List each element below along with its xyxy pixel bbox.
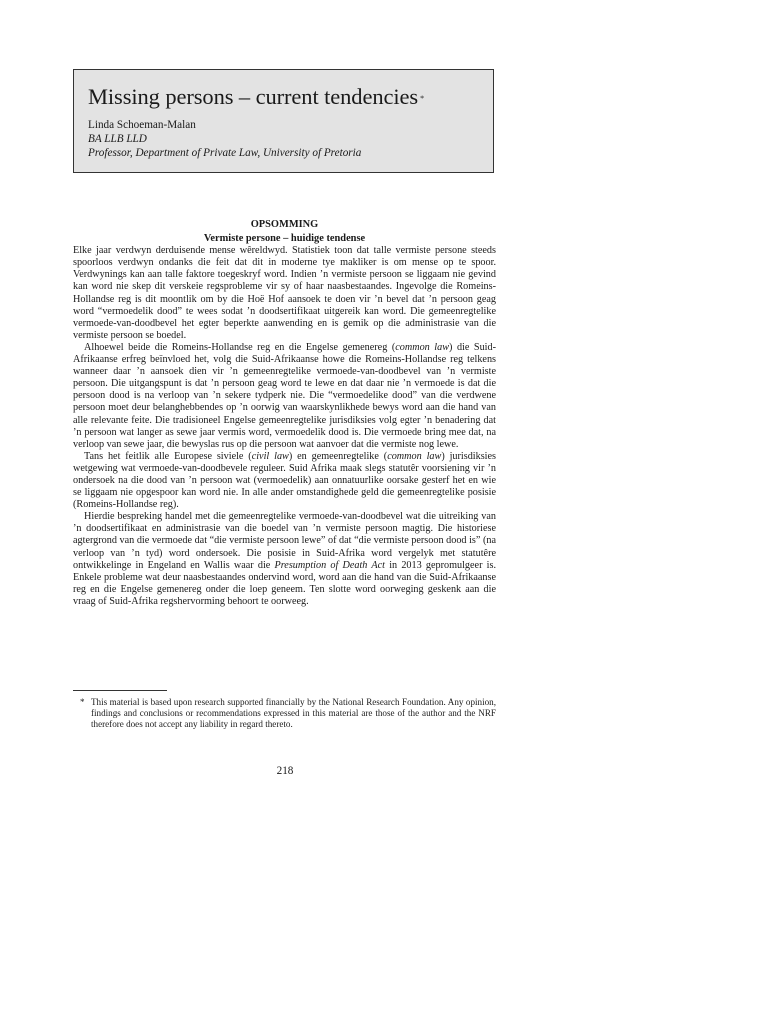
footnote-mark: * <box>80 697 85 707</box>
footnote-divider <box>73 690 167 691</box>
page-number: 218 <box>276 765 294 777</box>
italic-term: common law <box>395 341 450 353</box>
article-title <box>88 83 479 110</box>
title-footnote-mark[interactable]: * <box>420 94 424 103</box>
summary-paragraph <box>73 245 496 342</box>
footnote-text: This material is based upon research supported financially by the National Research Foundation. Any opinion, findings and conclusions or recommendations expressed in this material are those of the author and the NRF therefore does not accept any liability in regard thereto. <box>91 697 496 730</box>
paragraph-text: Elke jaar verdwyn derduisende mense wêreldwyd. Statistiek toon dat talle vermiste persone steeds spoorloos verdwyn ondanks die feit dat dit in moderne tye makliker is om mense op te spoor. Verdwynings kan aan talle faktore toegeskryf word. Indien ’n vermiste persoon se liggaam nie gevind kan word nie skep dit verskeie regsprobleme vir sy of haar naasbestaandes. Ingevolge die Romeins-Hollandse reg is dit moontlik om by die Hoë Hof aansoek te doen vir ’n bevel dat ’n persoon geag word “vermoedelik dood” te wees sodat ’n doodsertifikaat uitgereik kan word. Die gemeenregtelike vermoede-van-doodbevel het egter beperkte aanwending en is gemik op die administrasie van die vermiste persoon se boedel. <box>73 245 496 341</box>
paragraph-text: ) en gemeenregtelike ( <box>288 450 388 462</box>
summary-heading: OPSOMMING <box>250 219 319 230</box>
summary-subheading: Vermiste persone – huidige tendense <box>203 233 366 245</box>
author-degrees: BA LLB LLD <box>88 133 147 145</box>
article-title-text: Missing persons – current tendencies <box>88 84 419 109</box>
article-header-box <box>73 69 494 173</box>
summary-paragraph <box>73 511 496 608</box>
summary-paragraph <box>73 342 496 451</box>
paragraph-text: ) die Suid-Afrikaanse erfreg beïnvloed het, volg die Suid-Afrikaanse howe die Romeins-Hollandse reg telkens wanneer daar ’n aansoek dien vir ’n gemeenregtelike vermoede-van-doodbevel van ’n vermiste persoon. Die uitgangspunt is dat ’n persoon geag word te lewe en dat daar nie ’n vermoede is dat die persoon dood is na verloop van ’n sekere tydperk nie. Die “vermoedelike dood” van die verdwene persoon moet deur belanghebbendes op ’n oorwig van waarskynlikhede bewys word aan die hand van alle relevante feite. Die tradisioneel Engelse gemeenregtelike jurisdiksies volg egter ’n benadering dat ’n persoon wat langer as sewe jaar vermis word, vermoedelik dood is. Die vermoede bring mee dat, na verloop van sewe jaar, die bewyslas rus op die persoon wat aanvoer dat die vermiste nog lewe. <box>73 341 496 450</box>
italic-term: civil law <box>251 450 289 462</box>
summary-section <box>73 219 496 608</box>
paragraph-text: Tans het feitlik alle Europese siviele ( <box>84 450 252 462</box>
summary-paragraphs <box>73 245 496 608</box>
summary-paragraph <box>73 451 496 511</box>
footnote <box>73 697 496 730</box>
italic-term: Presumption of Death Act <box>274 559 385 571</box>
italic-term: common law <box>387 450 442 462</box>
paragraph-text: Hierdie bespreking handel met die gemeenregtelike vermoede-van-doodbevel wat die uitreiking van ’n doodsertifikaat en administrasie van die boedel van ’n vermiste persoon magtig. Die historiese agtergrond van die vermoede dat “die vermiste persoon lewe” of dat “die vermiste persoon dood is” (na verloop van ’n tyd) word ondersoek. Die posisie in Suid-Afrika word vergelyk met statutêre ontwikkelinge in Engeland en Wallis waar die <box>73 511 496 571</box>
author-affiliation: Professor, Department of Private Law, University of Pretoria <box>88 147 362 159</box>
author-name: Linda Schoeman-Malan <box>88 119 196 131</box>
paragraph-text: in 2013 gepromulgeer is. Enkele probleme wat deur naasbestaandes ondervind word, word aan die hand van die Suid-Afrikaanse reg en die Engelse gemenereg onder die loep geneem. Ten slotte word oorweging geskenk aan die vraag of Suid-Afrika regshervorming behoort te oorweeg. <box>73 559 496 607</box>
paragraph-text: Alhoewel beide die Romeins-Hollandse reg en die Engelse gemenereg ( <box>84 341 396 353</box>
paragraph-text: ) jurisdiksies wetgewing wat vermoede-van-doodbevele reguleer. Suid Afrika maak slegs statutêr voorsiening vir ’n ondersoek na die dood van ’n persoon wat (vermoedelik) aan onnatuurlike oorsake gesterf het en wie se liggaam nie opgespoor kan word nie. In alle ander omstandighede geld die gemeenregtelike posisie (Romeins-Hollandse reg). <box>73 450 496 511</box>
